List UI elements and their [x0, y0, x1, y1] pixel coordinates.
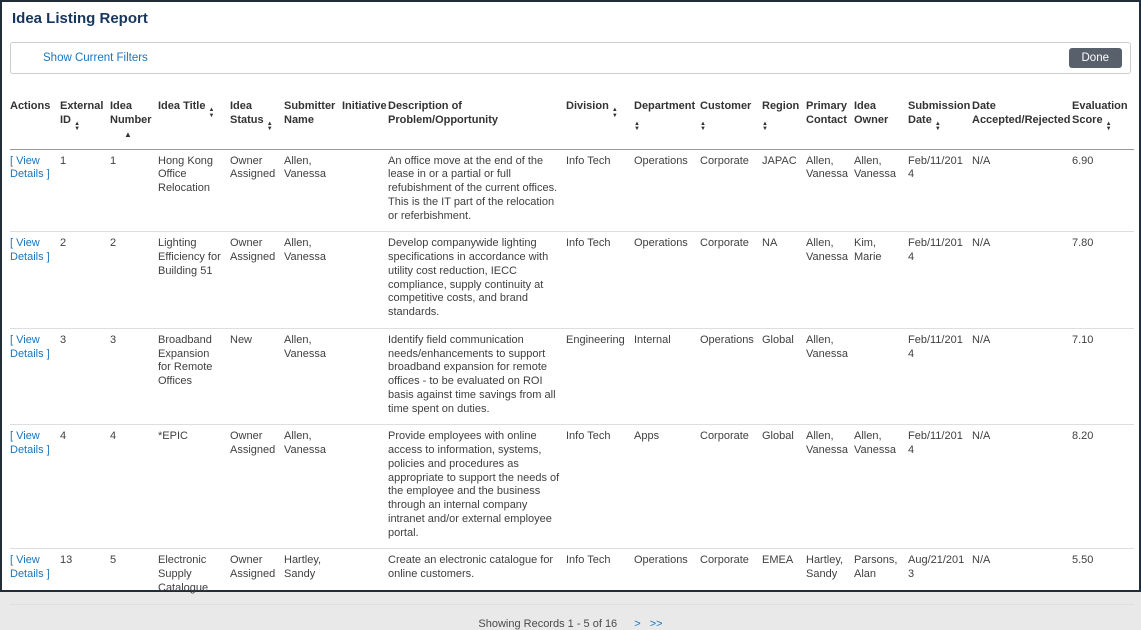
page-title: Idea Listing Report	[12, 10, 148, 27]
cell-customer: Corporate	[700, 232, 762, 329]
cell-department: Operations	[634, 149, 700, 232]
cell-region: EMEA	[762, 549, 806, 604]
cell-idea-owner	[854, 328, 908, 425]
cell-division: Engineering	[566, 328, 634, 425]
table-row	[10, 425, 1134, 549]
table-row	[10, 328, 1134, 425]
cell-action	[10, 328, 60, 425]
view-details-link[interactable]: [ View Details ]	[10, 430, 50, 456]
filter-bar	[10, 42, 1131, 74]
table-row	[10, 232, 1134, 329]
view-details-link[interactable]: [ View Details ]	[10, 333, 50, 360]
last-page-link[interactable]: >>	[649, 617, 663, 630]
cell-date-accepted-rejected: N/A	[972, 425, 1072, 549]
cell-evaluation-score: 5.50	[1072, 549, 1134, 604]
cell-submitter-name: Allen, Vanessa	[284, 232, 342, 329]
cell-description: Create an electronic catalogue for online customers.	[388, 549, 566, 604]
cell-date-accepted-rejected: N/A	[972, 149, 1072, 232]
cell-date-accepted-rejected: N/A	[972, 549, 1072, 604]
cell-idea-number: 1	[110, 149, 158, 232]
column-header-idea-number[interactable]: Idea Number ▲	[110, 94, 158, 149]
column-header-idea-status[interactable]: Idea Status ▲ ▼	[230, 94, 284, 149]
cell-submission-date: Feb/11/2014	[908, 328, 972, 425]
cell-primary-contact: Hartley, Sandy	[806, 549, 854, 604]
cell-evaluation-score: 7.10	[1072, 328, 1134, 425]
cell-submitter-name: Allen, Vanessa	[284, 425, 342, 549]
column-header-date-accepted-rejected: Date Accepted/Rejected	[972, 94, 1072, 149]
cell-description: An office move at the end of the lease in or a partial or full refubishment of the current offices. This is the IT part of the relocation or referbishment.	[388, 149, 566, 232]
cell-region: NA	[762, 232, 806, 329]
cell-idea-number: 2	[110, 232, 158, 329]
column-header-region[interactable]: Region ▲ ▼	[762, 94, 806, 149]
cell-submitter-name: Allen, Vanessa	[284, 328, 342, 425]
view-details-link[interactable]: [ View Details ]	[10, 237, 50, 263]
cell-region: JAPAC	[762, 149, 806, 232]
table-row	[10, 149, 1134, 232]
cell-external-id: 3	[60, 328, 110, 425]
cell-department: Operations	[634, 549, 700, 604]
sort-ascending-icon: ▲	[124, 129, 132, 139]
cell-external-id: 1	[60, 149, 110, 232]
table-header-row	[10, 94, 1134, 149]
cell-evaluation-score: 6.90	[1072, 149, 1134, 232]
sort-toggle-icon[interactable]: ▲ ▼	[762, 120, 768, 133]
column-header-description-of-problem-opportunity: Description of Problem/Opportunity	[388, 94, 566, 149]
cell-primary-contact: Allen, Vanessa	[806, 425, 854, 549]
cell-initiative	[342, 149, 388, 232]
cell-division: Info Tech	[566, 425, 634, 549]
cell-customer: Operations	[700, 328, 762, 425]
cell-customer: Corporate	[700, 549, 762, 604]
cell-initiative	[342, 549, 388, 604]
cell-idea-number: 4	[110, 425, 158, 549]
cell-submission-date: Feb/11/2014	[908, 232, 972, 329]
cell-primary-contact: Allen, Vanessa	[806, 328, 854, 425]
column-header-submitter-name: Submitter Name	[284, 94, 342, 149]
cell-department: Internal	[634, 328, 700, 425]
done-button[interactable]: Done	[1069, 48, 1123, 68]
cell-action	[10, 232, 60, 329]
cell-description: Provide employees with online access to information, systems, policies and procedures as appropriate to support the needs of the employee and the business through an internal company intranet and/or external employee portal.	[388, 425, 566, 549]
sort-toggle-icon[interactable]: ▲ ▼	[934, 120, 941, 133]
cell-idea-title: *EPIC	[158, 425, 230, 549]
table-body	[10, 149, 1134, 604]
sort-toggle-icon[interactable]: ▲ ▼	[208, 107, 215, 119]
cell-idea-status: New	[230, 328, 284, 425]
column-header-actions: Actions	[10, 94, 60, 149]
cell-idea-title: Electronic Supply Catalogue	[158, 549, 230, 604]
sort-toggle-icon[interactable]: ▲ ▼	[74, 120, 81, 133]
cell-date-accepted-rejected: N/A	[972, 232, 1072, 329]
cell-idea-number: 5	[110, 549, 158, 604]
column-header-idea-title[interactable]: Idea Title ▲ ▼	[158, 94, 230, 149]
pagination-status-text: Showing Records 1 - 5 of 16	[478, 617, 618, 630]
table-header	[10, 94, 1134, 149]
sort-toggle-icon[interactable]: ▲ ▼	[1105, 120, 1112, 133]
idea-listing-table	[10, 94, 1134, 605]
cell-evaluation-score: 7.80	[1072, 232, 1134, 329]
cell-idea-owner: Parsons, Alan	[854, 549, 908, 604]
cell-submission-date: Aug/21/2013	[908, 549, 972, 604]
pagination	[2, 618, 1139, 630]
cell-initiative	[342, 328, 388, 425]
cell-action	[10, 549, 60, 604]
cell-description: Identify field communication needs/enhancements to support broadband expansion for remote offices - to be evaluated on ROI basis against time savings from all time spent on duties.	[388, 328, 566, 425]
column-header-customer[interactable]: Customer ▲ ▼	[700, 94, 762, 149]
cell-external-id: 13	[60, 549, 110, 604]
cell-idea-title: Lighting Efficiency for Building 51	[158, 232, 230, 329]
cell-idea-status: Owner Assigned	[230, 149, 284, 232]
cell-idea-title: Hong Kong Office Relocation	[158, 149, 230, 232]
cell-division: Info Tech	[566, 149, 634, 232]
cell-action	[10, 149, 60, 232]
cell-department: Operations	[634, 232, 700, 329]
cell-submitter-name: Allen, Vanessa	[284, 149, 342, 232]
cell-external-id: 4	[60, 425, 110, 549]
cell-idea-number: 3	[110, 328, 158, 425]
table-row	[10, 549, 1134, 604]
cell-idea-owner: Kim, Marie	[854, 232, 908, 329]
column-header-idea-owner: Idea Owner	[854, 94, 908, 149]
view-details-link[interactable]: [ View Details ]	[10, 554, 50, 580]
cell-idea-status: Owner Assigned	[230, 232, 284, 329]
cell-division: Info Tech	[566, 232, 634, 329]
next-page-link[interactable]: >	[634, 617, 641, 630]
cell-customer: Corporate	[700, 425, 762, 549]
cell-external-id: 2	[60, 232, 110, 329]
column-header-initiative: Initiative	[342, 94, 388, 149]
sort-toggle-icon[interactable]: ▲ ▼	[700, 120, 706, 133]
column-header-primary-contact: Primary Contact	[806, 94, 854, 149]
cell-evaluation-score: 8.20	[1072, 425, 1134, 549]
cell-region: Global	[762, 328, 806, 425]
cell-idea-status: Owner Assigned	[230, 549, 284, 604]
cell-action	[10, 425, 60, 549]
cell-division: Info Tech	[566, 549, 634, 604]
cell-initiative	[342, 425, 388, 549]
sort-toggle-icon[interactable]: ▲ ▼	[611, 107, 618, 119]
sort-toggle-icon[interactable]: ▲ ▼	[266, 120, 273, 133]
cell-customer: Corporate	[700, 149, 762, 232]
cell-primary-contact: Allen, Vanessa	[806, 232, 854, 329]
cell-region: Global	[762, 425, 806, 549]
column-header-department[interactable]: Department ▲ ▼	[634, 94, 700, 149]
cell-idea-owner: Allen, Vanessa	[854, 425, 908, 549]
column-header-division[interactable]: Division ▲ ▼	[566, 94, 634, 149]
column-header-external-id[interactable]: External ID ▲ ▼	[60, 94, 110, 149]
cell-description: Develop companywide lighting specifications in accordance with utility cost reduction, IECC compliance, supply continuity at competitive costs, and brand standards.	[388, 232, 566, 329]
cell-idea-title: Broadband Expansion for Remote Offices	[158, 328, 230, 425]
cell-idea-status: Owner Assigned	[230, 425, 284, 549]
sort-toggle-icon[interactable]: ▲ ▼	[634, 120, 640, 133]
show-current-filters-link[interactable]: Show Current Filters	[43, 52, 148, 64]
cell-submitter-name: Hartley, Sandy	[284, 549, 342, 604]
cell-date-accepted-rejected: N/A	[972, 328, 1072, 425]
cell-submission-date: Feb/11/2014	[908, 425, 972, 549]
cell-primary-contact: Allen, Vanessa	[806, 149, 854, 232]
cell-department: Apps	[634, 425, 700, 549]
column-header-evaluation-score[interactable]: Evaluation Score ▲ ▼	[1072, 94, 1134, 149]
column-header-submission-date[interactable]: Submission Date ▲ ▼	[908, 94, 972, 149]
view-details-link[interactable]: [ View Details ]	[10, 154, 50, 181]
cell-idea-owner: Allen, Vanessa	[854, 149, 908, 232]
cell-initiative	[342, 232, 388, 329]
cell-submission-date: Feb/11/2014	[908, 149, 972, 232]
